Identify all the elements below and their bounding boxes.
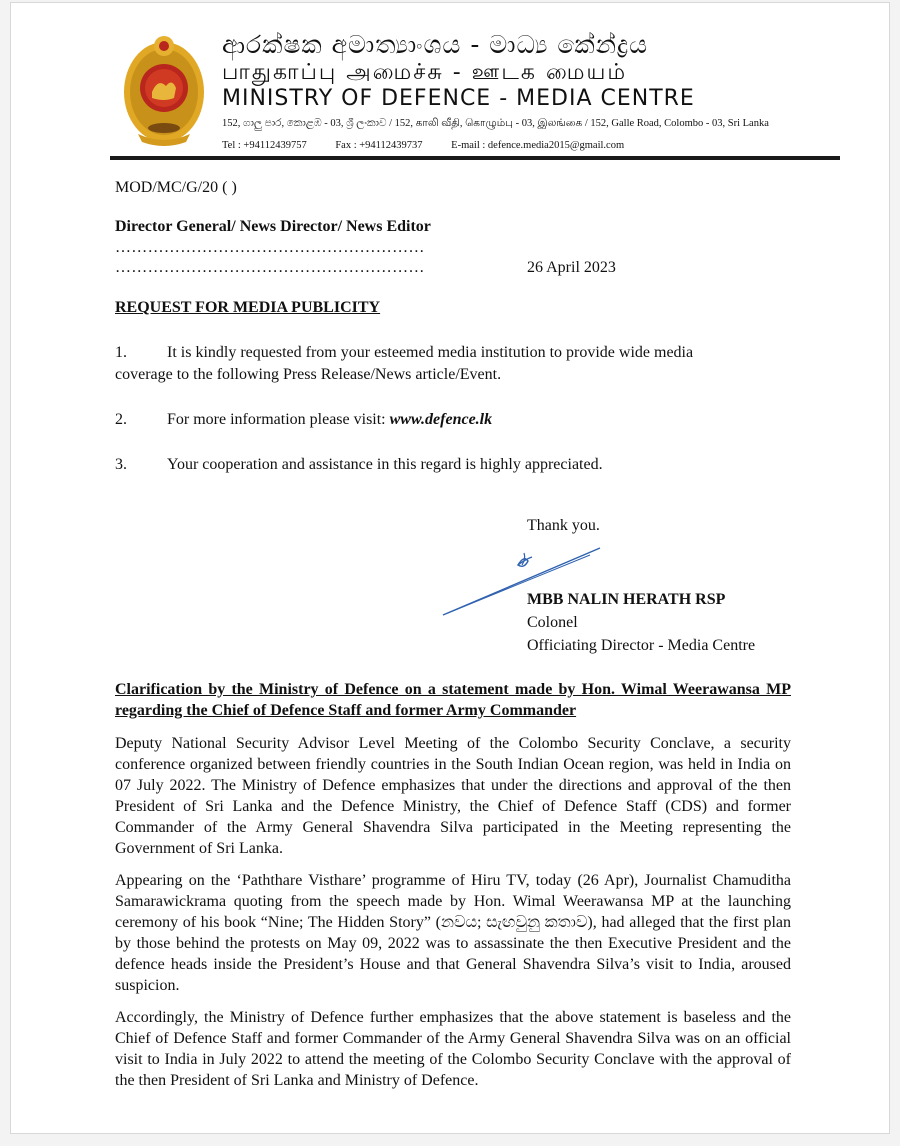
header-title-tamil: பாதுகாப்பு அமைச்சு - ஊடக மையம்: [222, 60, 628, 85]
item-text-1: It is kindly requested from your esteemed media institution to provide wide media: [167, 344, 694, 361]
article-title: Clarification by the Ministry of Defence on a statement made by Hon. Wimal Weerawansa MP regarding the Chief of Defence Staff and former Army Commander: [115, 681, 791, 719]
signatory-name: MBB NALIN HERATH RSP: [527, 591, 726, 608]
signatory-title: Officiating Director - Media Centre: [527, 637, 756, 654]
header-title-english: MINISTRY OF DEFENCE - MEDIA CENTRE: [222, 86, 695, 111]
header-contact-line: [222, 140, 650, 151]
signatory-rank: Colonel: [527, 614, 578, 631]
header-address: 152, ගාලු පාර, කොළඹ - 03, ශ්‍රී ලංකාව / 152, காலி வீதி, கொழும்பு - 03, இலங்கை / 152, Galle Road, Colombo - 03, Sri Lanka: [222, 118, 769, 129]
item-text-1-continuation: coverage to the following Press Release/News article/Event.: [115, 366, 502, 383]
letter-date: 26 April 2023: [527, 259, 616, 276]
item-number-3: 3.: [115, 456, 127, 473]
item-text-2-label: For more information please visit:: [167, 411, 390, 428]
article-paragraph-1: Deputy National Security Advisor Level Meeting of the Colombo Security Conclave, a security conference organized between friendly countries in the South Indian Ocean region, was held in India on 07 July 2022. The Ministry of Defence emphasizes that under the directions and approval of the then President of Sri Lanka and the Defence Ministry, the Chief of Defence Staff (CDS) and former Commander of the Army General Shavendra Silva participated in the Meeting representing the Government of Sri Lanka.: [115, 735, 791, 857]
header-tel: Tel : +94112439757: [222, 140, 307, 151]
item-text-3: Your cooperation and assistance in this regard is highly appreciated.: [167, 456, 603, 473]
closing: Thank you.: [527, 517, 600, 534]
item-number-2: 2.: [115, 411, 127, 428]
header-email: E-mail : defence.media2015@gmail.com: [451, 140, 625, 151]
sri-lanka-emblem-icon: [122, 30, 206, 148]
subject-heading: REQUEST FOR MEDIA PUBLICITY: [115, 299, 381, 316]
header-fax: Fax : +94112439737: [335, 140, 423, 151]
reference-number: MOD/MC/G/20 ( ): [115, 179, 237, 196]
header-divider: [110, 156, 840, 160]
item-number-1: 1.: [115, 344, 127, 361]
website-link[interactable]: www.defence.lk: [389, 411, 493, 428]
address-dots-line-1: …………………………………………………: [115, 239, 425, 256]
address-dots-line-2: …………………………………………………: [115, 259, 425, 276]
article-paragraph-3: Accordingly, the Ministry of Defence further emphasizes that the above statement is baseless and the Chief of Defence Staff and former Commander of the Army General Shavendra Silva was on an official visit to India in July 2022 to attend the meeting of the Colombo Security Conclave with the approval of the then President of Sri Lanka and Ministry of Defence.: [115, 1009, 791, 1089]
header-title-sinhala: ආරක්ෂක අමාත්‍යාංශය - මාධ්‍ය කේන්ද්‍රය: [222, 30, 649, 59]
article-paragraph-2: Appearing on the ‘Paththare Visthare’ programme of Hiru TV, today (26 Apr), Journalist Chamuditha Samarawickrama quoting from the speech made by Hon. Wimal Weerawansa MP at the launching ceremony of his book “Nine; The Hidden Story” (නවය; සැඟවුනු කතාව), had alleged that the first plan by those behind the protests on May 09, 2022 was to assassinate the then Executive President and the defence heads inside the President’s House and that General Shavendra Silva’s visit to India, aroused suspicion.: [115, 872, 791, 994]
addressee: Director General/ News Director/ News Editor: [115, 218, 431, 235]
item-text-2: [167, 409, 492, 430]
